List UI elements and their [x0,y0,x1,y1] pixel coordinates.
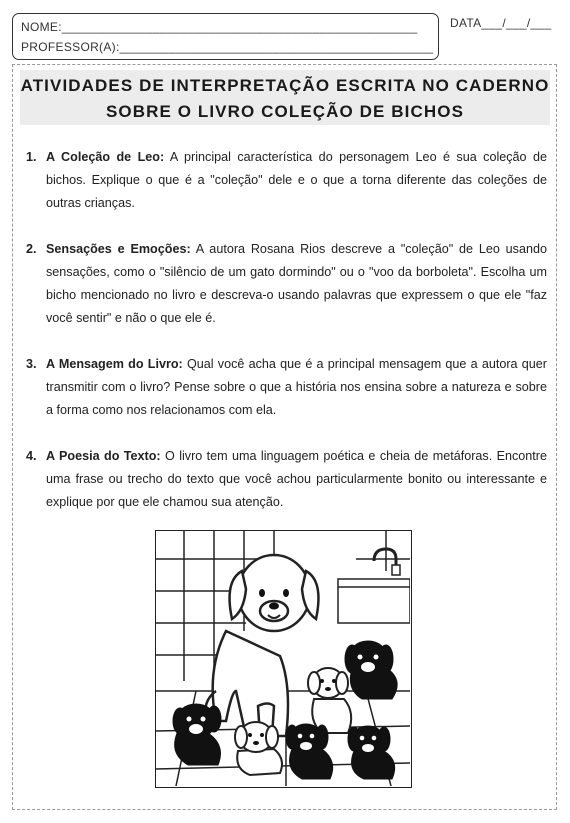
question-text: A principal característica do personagem Leo é sua coleção de bichos. Explique o que é a "coleção" dele e o que a torna diferente das coleções de outras crianças. [46,150,547,210]
student-info-box [12,13,439,60]
question-text: Qual você acha que é a principal mensagem que a autora quer transmitir com o livro? Pense sobre o que a história nos ensina sobre a natureza e sobre a forma como nos relacionamos com ela. [46,357,547,417]
question-item [24,353,547,422]
question-number: 4. [26,449,37,463]
question-item [24,238,547,330]
question-label: A Poesia do Texto: [46,449,161,463]
title-line-1: ATIVIDADES DE INTERPRETAÇÃO ESCRITA NO CADERNO [20,76,550,95]
question-text: A autora Rosana Rios descreve a "coleção" de Leo usando sensações, como o "silêncio de um gato dormindo" ou o "voo da borboleta". Escolha um bicho mencionado no livro e descreva-o usando palavras que expressem o que ele "faz você sentir" e não o que ele é. [46,242,547,325]
date-field[interactable]: DATA___/___/___ [450,16,552,30]
question-label: A Mensagem do Livro: [46,357,183,371]
title-banner [20,70,550,125]
question-item [24,146,547,215]
question-label: Sensações e Emoções: [46,242,191,256]
title-line-2: SOBRE O LIVRO COLEÇÃO DE BICHOS [105,102,465,121]
dog-family-drawing [156,531,410,786]
question-number: 3. [26,357,37,371]
question-number: 1. [26,150,37,164]
question-list [24,146,547,537]
question-text: O livro tem uma linguagem poética e cheia de metáforas. Encontre uma frase ou trecho do texto que você achou particularmente bonito ou interessante e explique por que ele chamou sua atenção. [46,449,547,509]
dog-puppies-illustration [155,530,412,788]
question-number: 2. [26,242,37,256]
teacher-field[interactable]: PROFESSOR(A):_____________________________________________ [21,40,434,54]
name-field[interactable]: NOME:___________________________________________________ [21,20,418,34]
question-item [24,445,547,514]
question-label: A Coleção de Leo: [46,150,165,164]
